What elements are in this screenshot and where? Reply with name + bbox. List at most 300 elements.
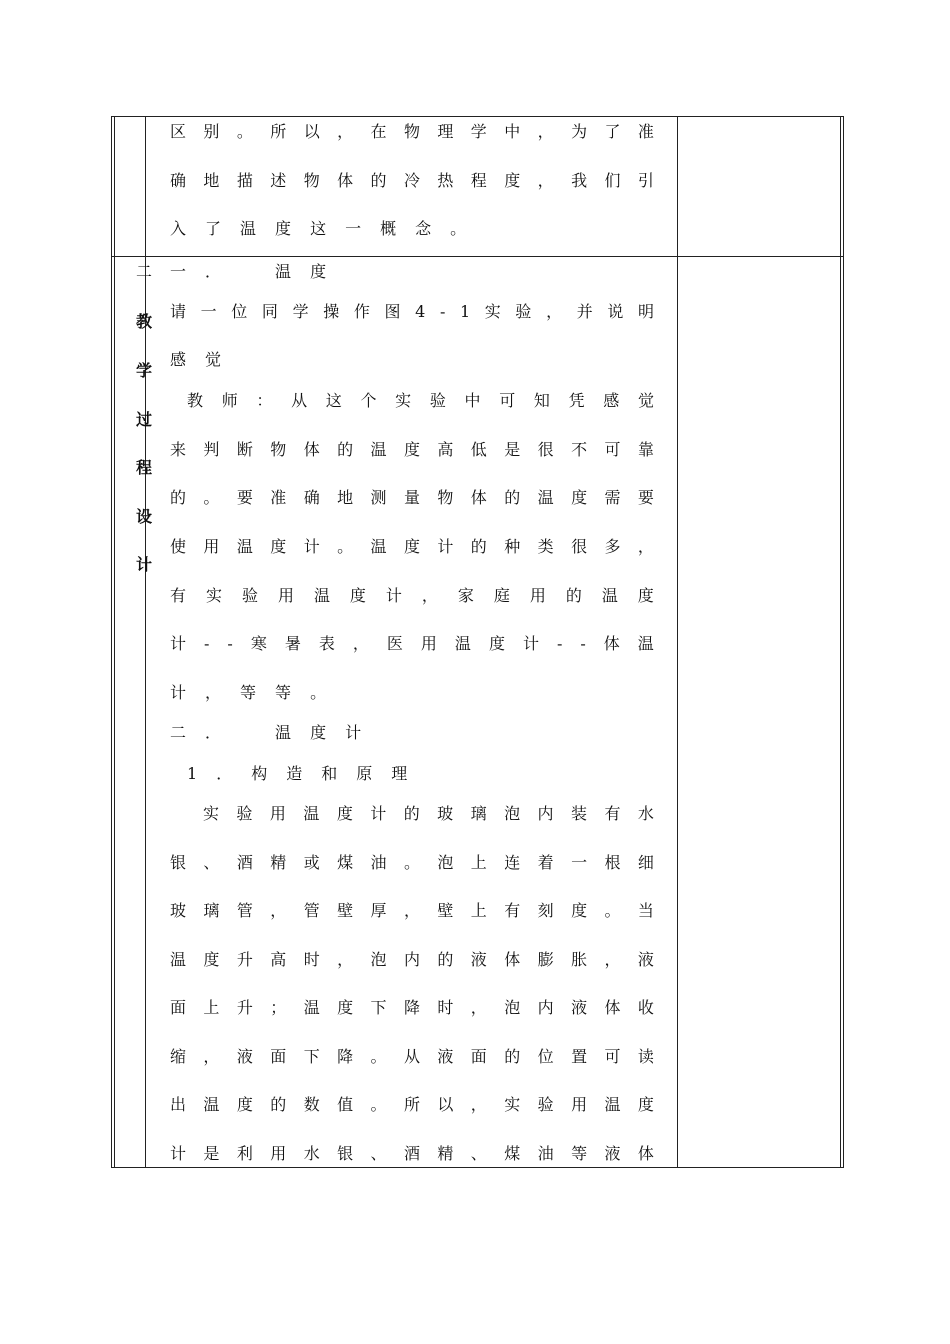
content-line — [170, 853, 654, 873]
text-char: 度 — [349, 586, 366, 605]
text-char: 实 — [205, 586, 222, 605]
text-char: 1 — [187, 764, 198, 783]
text-char: ； — [270, 998, 287, 1017]
text-char: 温 — [240, 219, 257, 238]
text-char: 温 — [370, 440, 387, 459]
table-border-right — [843, 116, 844, 1168]
text-char: 在 — [370, 122, 387, 141]
text-char: 壁 — [337, 901, 354, 920]
text-char: 度 — [488, 634, 505, 653]
text-char: 液 — [437, 1047, 454, 1066]
text-char: 实 — [504, 1095, 521, 1114]
text-char: 水 — [303, 1144, 320, 1163]
text-char: 程 — [470, 171, 487, 190]
text-char: ， — [470, 1095, 487, 1114]
text-char: 温 — [637, 634, 654, 653]
text-char: 种 — [504, 537, 521, 556]
text-char: 地 — [337, 488, 354, 507]
text-char: 用 — [529, 586, 546, 605]
text-char: 用 — [203, 537, 220, 556]
text-char: 位 — [231, 302, 248, 321]
text-char: 体 — [303, 440, 320, 459]
text-char: 的 — [403, 804, 420, 823]
text-char: 根 — [604, 853, 621, 872]
text-char: 有 — [504, 901, 521, 920]
text-char: 我 — [571, 171, 588, 190]
text-char: 玻 — [170, 901, 187, 920]
text-char: 泡 — [504, 998, 521, 1017]
text-char: 靠 — [637, 440, 654, 459]
text-char: 数 — [303, 1095, 320, 1114]
text-char: ， — [537, 122, 554, 141]
text-char: 了 — [205, 219, 222, 238]
text-char: 这 — [310, 219, 327, 238]
text-char: 验 — [236, 804, 253, 823]
text-char: 的 — [565, 586, 582, 605]
text-char: 温 — [275, 262, 292, 281]
section-title-char: 学 — [136, 361, 153, 380]
text-char: 有 — [604, 804, 621, 823]
text-char: 等 — [275, 683, 292, 702]
text-char: 是 — [203, 1144, 220, 1163]
text-char: 准 — [637, 122, 654, 141]
text-char: 知 — [533, 391, 550, 410]
text-char: 要 — [637, 488, 654, 507]
text-char: 一 — [345, 219, 362, 238]
text-char: 计 — [170, 683, 187, 702]
text-char: 升 — [236, 998, 253, 1017]
text-char: 度 — [637, 586, 654, 605]
text-char: 升 — [236, 950, 253, 969]
text-char: 泡 — [437, 853, 454, 872]
text-char: 学 — [292, 302, 309, 321]
text-char: 。 — [604, 901, 621, 920]
text-char: 图 — [384, 302, 401, 321]
text-char: 用 — [269, 804, 286, 823]
text-char: 壁 — [437, 901, 454, 920]
text-char: 物 — [437, 488, 454, 507]
text-char: 。 — [370, 1047, 387, 1066]
text-char: 体 — [603, 634, 620, 653]
text-char: 同 — [261, 302, 278, 321]
text-char: 学 — [470, 122, 487, 141]
text-char: 计 — [303, 537, 320, 556]
text-char: 体 — [637, 1144, 654, 1163]
text-char: 温 — [313, 586, 330, 605]
text-char: 璃 — [203, 901, 220, 920]
text-char: 酒 — [403, 1144, 420, 1163]
text-char: 了 — [604, 122, 621, 141]
text-char: 精 — [437, 1144, 454, 1163]
text-char: 断 — [236, 440, 253, 459]
text-char: 热 — [437, 171, 454, 190]
text-char: 多 — [604, 537, 621, 556]
column-divider-2 — [677, 116, 678, 1168]
text-char: ， — [337, 950, 354, 969]
text-char: 。 — [203, 488, 220, 507]
text-char — [240, 262, 256, 282]
content-line — [170, 950, 654, 970]
text-char: 面 — [270, 1047, 287, 1066]
text-char: 等 — [571, 1144, 588, 1163]
text-char: ， — [546, 302, 563, 321]
text-char: 度 — [275, 219, 292, 238]
content-line — [170, 1144, 654, 1164]
text-char: 度 — [571, 488, 588, 507]
content-line — [170, 262, 654, 282]
text-char: 液 — [637, 950, 654, 969]
text-char: 表 — [318, 634, 335, 653]
text-char: 胀 — [571, 950, 588, 969]
text-char: 来 — [170, 440, 187, 459]
content-line — [203, 804, 654, 824]
text-char: 感 — [170, 350, 187, 369]
text-char: 1 — [459, 302, 471, 321]
text-char: 概 — [380, 219, 397, 238]
text-char: ， — [352, 634, 369, 653]
text-char: 验 — [515, 302, 532, 321]
text-char: 物 — [303, 171, 320, 190]
text-char: 温 — [601, 586, 618, 605]
text-char: 温 — [203, 1095, 220, 1114]
text-char: 。 — [236, 122, 253, 141]
text-char: 度 — [637, 1095, 654, 1114]
text-char: 、 — [203, 853, 220, 872]
text-char: ， — [205, 683, 222, 702]
text-char: 等 — [240, 683, 257, 702]
text-char: 原 — [356, 764, 373, 783]
text-char: 计 — [437, 537, 454, 556]
text-char: 度 — [403, 440, 420, 459]
content-line — [170, 1095, 654, 1115]
text-char: 可 — [604, 1047, 621, 1066]
text-char: 暑 — [284, 634, 301, 653]
text-char: 觉 — [637, 391, 654, 410]
content-line — [170, 1047, 654, 1067]
text-char: 中 — [464, 391, 481, 410]
text-char: 值 — [337, 1095, 354, 1114]
text-char: 类 — [537, 537, 554, 556]
text-char: 和 — [321, 764, 338, 783]
text-char: ， — [270, 901, 287, 920]
text-char: 位 — [537, 1047, 554, 1066]
text-char: 时 — [437, 998, 454, 1017]
text-char: 一 — [170, 262, 187, 281]
text-char: 内 — [537, 998, 554, 1017]
text-char: 温 — [236, 537, 253, 556]
text-char: 降 — [337, 1047, 354, 1066]
text-char: 准 — [270, 488, 287, 507]
text-char: 面 — [170, 998, 187, 1017]
text-char: 银 — [337, 1144, 354, 1163]
content-line — [170, 302, 654, 322]
top-line-3 — [170, 219, 654, 239]
text-char: 所 — [270, 122, 287, 141]
text-char: 液 — [604, 1144, 621, 1163]
text-char: 管 — [303, 901, 320, 920]
text-char: 出 — [170, 1095, 187, 1114]
text-char: 温 — [303, 804, 320, 823]
text-char: 体 — [604, 998, 621, 1017]
text-char: ， — [537, 171, 554, 190]
text-char: ， — [604, 950, 621, 969]
text-char: 温 — [537, 488, 554, 507]
section-title-char: 教 — [136, 312, 153, 331]
text-char: 测 — [370, 488, 387, 507]
text-char: 、 — [470, 1144, 487, 1163]
text-char — [240, 723, 256, 743]
text-char: 度 — [337, 998, 354, 1017]
text-char: 实 — [395, 391, 412, 410]
text-char: 度 — [310, 262, 327, 281]
table-border-top — [111, 116, 844, 117]
content-line — [170, 901, 654, 921]
text-char: 可 — [499, 391, 516, 410]
text-char: 收 — [637, 998, 654, 1017]
text-char: 的 — [370, 171, 387, 190]
text-char: 缩 — [170, 1047, 187, 1066]
text-char: 很 — [571, 537, 588, 556]
content-line — [187, 391, 654, 411]
section-title-char: 过 — [136, 410, 153, 429]
text-char: 装 — [570, 804, 587, 823]
text-char: 验 — [537, 1095, 554, 1114]
table-border-right-inner — [840, 116, 841, 1168]
content-line — [170, 683, 654, 703]
text-char: - — [556, 634, 563, 653]
text-char: ． — [205, 262, 222, 281]
content-line — [170, 350, 654, 370]
text-char: 验 — [241, 586, 258, 605]
text-char: 璃 — [470, 804, 487, 823]
text-char: 地 — [203, 171, 220, 190]
text-char: 确 — [170, 171, 187, 190]
text-char: ， — [203, 1047, 220, 1066]
text-char: 念 — [415, 219, 432, 238]
text-char: 一 — [200, 302, 217, 321]
text-char: 体 — [504, 950, 521, 969]
text-char: 要 — [236, 488, 253, 507]
text-char: 的 — [437, 950, 454, 969]
content-line — [170, 998, 654, 1018]
text-char: - — [439, 302, 446, 321]
text-char: 温 — [275, 723, 292, 742]
text-char: ． — [216, 764, 233, 783]
text-char: 个 — [360, 391, 377, 410]
text-char: - — [580, 634, 586, 653]
text-char: ： — [256, 391, 273, 410]
text-char: 水 — [637, 804, 654, 823]
text-char: 判 — [203, 440, 220, 459]
text-char: 引 — [637, 171, 654, 190]
section-title-char: 程 — [136, 458, 153, 477]
text-char: 液 — [236, 1047, 253, 1066]
text-char: 描 — [236, 171, 253, 190]
text-char: 理 — [437, 122, 454, 141]
text-char: ， — [337, 122, 354, 141]
text-char: 度 — [270, 537, 287, 556]
text-char: 煤 — [504, 1144, 521, 1163]
text-char: 入 — [170, 219, 187, 238]
text-char: - — [227, 634, 233, 653]
table-border-bottom — [111, 1167, 844, 1168]
text-char: 泡 — [370, 950, 387, 969]
text-char: 师 — [221, 391, 238, 410]
text-char: 度 — [236, 1095, 253, 1114]
text-char: 的 — [504, 1047, 521, 1066]
text-char: 计 — [345, 723, 362, 742]
text-char: 用 — [277, 586, 294, 605]
text-char: 实 — [484, 302, 501, 321]
text-char: 从 — [403, 1047, 420, 1066]
top-line-1 — [170, 122, 654, 142]
text-char: 酒 — [236, 853, 253, 872]
text-char: 降 — [403, 998, 420, 1017]
text-char: 厚 — [370, 901, 387, 920]
text-char: 油 — [537, 1144, 554, 1163]
section-number: 二 — [136, 262, 153, 281]
text-char: 的 — [470, 537, 487, 556]
text-char: 明 — [637, 302, 654, 321]
text-char: 置 — [571, 1047, 588, 1066]
text-char: 。 — [337, 537, 354, 556]
text-char: 温 — [454, 634, 471, 653]
text-char: 泡 — [504, 804, 521, 823]
text-char: ， — [637, 537, 654, 556]
text-char: 度 — [571, 901, 588, 920]
text-char: 很 — [537, 440, 554, 459]
text-char: 计 — [522, 634, 539, 653]
text-char: 需 — [604, 488, 621, 507]
text-char: 体 — [470, 488, 487, 507]
text-char: 度 — [504, 171, 521, 190]
text-char: 内 — [537, 804, 554, 823]
text-char: 以 — [437, 1095, 454, 1114]
text-char: 的 — [337, 440, 354, 459]
section-title-char: 设 — [136, 507, 153, 526]
content-line — [170, 488, 654, 508]
text-char: 们 — [604, 171, 621, 190]
text-char: 煤 — [337, 853, 354, 872]
text-char: ， — [403, 901, 420, 920]
text-char: 所 — [403, 1095, 420, 1114]
text-char: 温 — [604, 1095, 621, 1114]
text-char: 4 — [415, 302, 426, 321]
text-char: 寒 — [250, 634, 267, 653]
text-char: 用 — [571, 1095, 588, 1114]
text-char: 度 — [336, 804, 353, 823]
text-char: ， — [421, 586, 438, 605]
text-char: 的 — [170, 488, 187, 507]
content-line — [170, 586, 654, 606]
text-char: 体 — [337, 171, 354, 190]
text-char: 的 — [504, 488, 521, 507]
text-char: 温 — [303, 998, 320, 1017]
text-char: 刻 — [537, 901, 554, 920]
text-char: 构 — [251, 764, 268, 783]
text-char: 下 — [303, 1047, 320, 1066]
row-divider — [111, 256, 844, 257]
text-char: 一 — [571, 853, 588, 872]
text-char: 温 — [370, 537, 387, 556]
section-title-char: 计 — [136, 555, 153, 574]
text-char: 物 — [270, 440, 287, 459]
text-char: 低 — [470, 440, 487, 459]
text-char: 操 — [323, 302, 340, 321]
text-char: 别 — [203, 122, 220, 141]
text-char: 。 — [310, 683, 327, 702]
text-char: 连 — [504, 853, 521, 872]
text-char: 下 — [370, 998, 387, 1017]
text-char: 请 — [170, 302, 187, 321]
text-char: 上 — [470, 853, 487, 872]
table-border-left — [111, 116, 112, 1168]
text-char: 或 — [303, 853, 320, 872]
text-char: 油 — [370, 853, 387, 872]
content-line — [170, 634, 654, 654]
text-char: 不 — [571, 440, 588, 459]
content-line — [170, 723, 654, 743]
text-char: 计 — [170, 1144, 187, 1163]
text-char: 高 — [270, 950, 287, 969]
text-char: 读 — [637, 1047, 654, 1066]
text-char: 。 — [370, 1095, 387, 1114]
text-char: 管 — [236, 901, 253, 920]
text-char: 庭 — [493, 586, 510, 605]
text-char: 度 — [203, 950, 220, 969]
text-char: 作 — [353, 302, 370, 321]
text-char: 为 — [571, 122, 588, 141]
text-char: ． — [205, 723, 222, 742]
text-char: 当 — [637, 901, 654, 920]
text-char: 时 — [303, 950, 320, 969]
text-char: 上 — [470, 901, 487, 920]
text-char: 冷 — [403, 171, 420, 190]
text-char: 凭 — [568, 391, 585, 410]
text-char: ， — [470, 998, 487, 1017]
text-char: 利 — [236, 1144, 253, 1163]
content-line — [170, 440, 654, 460]
text-char: 以 — [303, 122, 320, 141]
text-char: 内 — [403, 950, 420, 969]
text-char: 可 — [604, 440, 621, 459]
text-char: 计 — [370, 804, 387, 823]
text-char: 家 — [457, 586, 474, 605]
content-line — [170, 537, 654, 557]
text-char: 验 — [429, 391, 446, 410]
text-char: 二 — [170, 723, 187, 742]
text-char: 使 — [170, 537, 187, 556]
text-char: 高 — [437, 440, 454, 459]
text-char: 用 — [420, 634, 437, 653]
top-line-2 — [170, 171, 654, 191]
text-char: 温 — [170, 950, 187, 969]
text-char: 中 — [504, 122, 521, 141]
text-char: 觉 — [205, 350, 222, 369]
text-char: 说 — [607, 302, 624, 321]
content-line — [187, 764, 654, 784]
text-char: 确 — [303, 488, 320, 507]
text-char: 精 — [270, 853, 287, 872]
text-char: 有 — [170, 586, 187, 605]
text-char: 物 — [403, 122, 420, 141]
text-char: 玻 — [437, 804, 454, 823]
text-char: 是 — [504, 440, 521, 459]
table-border-left-inner — [114, 116, 115, 1168]
text-char: 着 — [537, 853, 554, 872]
text-char: 。 — [450, 219, 467, 238]
text-char: 量 — [403, 488, 420, 507]
